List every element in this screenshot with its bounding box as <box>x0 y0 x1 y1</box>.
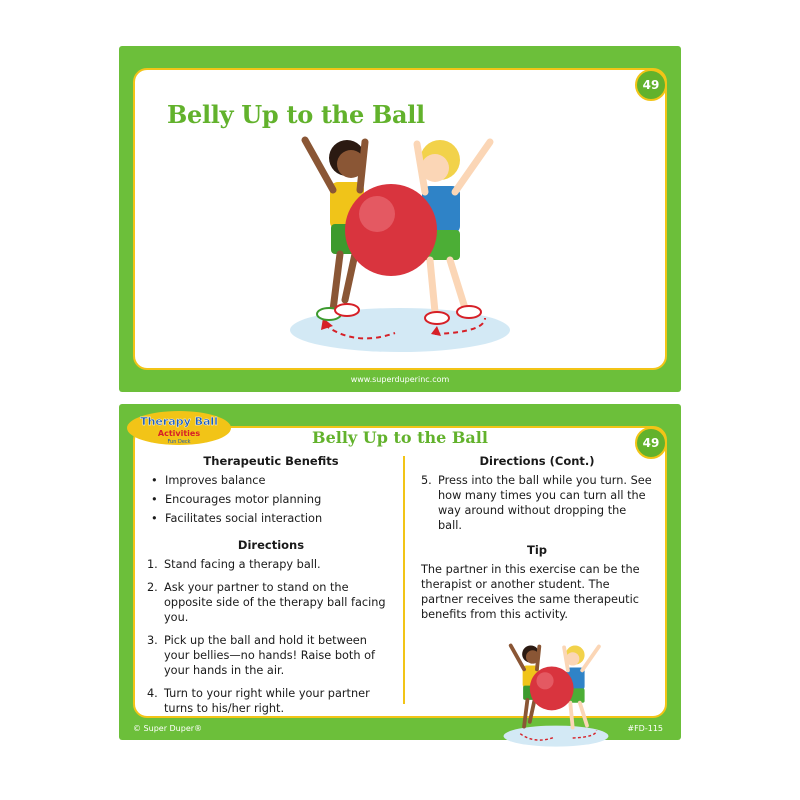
left-column <box>147 454 395 724</box>
directions-cont-list <box>421 473 653 533</box>
kids-with-ball-illustration <box>285 120 515 355</box>
card-front-panel <box>133 68 667 370</box>
list-item: 3. Pick up the ball and hold it between your bellies—no hands! Raise both of your hands in the air. <box>147 634 375 677</box>
svg-text:Therapy Ball: Therapy Ball <box>140 415 218 428</box>
column-divider <box>403 456 405 704</box>
card-number-badge: 49 <box>635 69 667 101</box>
list-item: • Facilitates social interaction <box>147 511 395 526</box>
copyright: © Super Duper® <box>133 724 203 733</box>
directions-heading: Directions <box>237 538 305 552</box>
list-item: 5. Press into the ball while you turn. See how many times you can turn all the way around without dropping the ball. <box>421 474 652 532</box>
list-item: • Improves balance <box>147 473 395 488</box>
directions-list <box>147 557 395 716</box>
card-title: Belly Up to the Ball <box>312 428 488 447</box>
list-item: 4. Turn to your right while your partner turns to his/her right. <box>147 687 370 715</box>
therapy-ball-logo <box>125 410 233 446</box>
product-code: #FD-115 <box>627 724 663 733</box>
right-column <box>421 454 653 622</box>
tip-heading: Tip <box>526 543 548 557</box>
svg-text:Fun Deck: Fun Deck <box>167 439 191 445</box>
card-number-badge: 49 <box>635 427 667 459</box>
card-title: Belly Up to the Ball <box>167 100 425 129</box>
list-item: • Encourages motor planning <box>147 492 395 507</box>
benefits-heading: Therapeutic Benefits <box>203 454 339 468</box>
activity-card-back <box>119 404 681 740</box>
benefits-list <box>147 473 395 526</box>
list-item: 1. Stand facing a therapy ball. <box>147 558 321 571</box>
activity-card-front <box>119 46 681 392</box>
svg-text:Activities: Activities <box>157 429 201 438</box>
list-item: 2. Ask your partner to stand on the opposite side of the therapy ball facing you. <box>147 581 386 624</box>
website-url: www.superduperinc.com <box>350 375 450 384</box>
card-back-panel <box>133 426 667 718</box>
tip-text: The partner in this exercise can be the therapist or another student. The partner receives the same therapeutic benefits from this activity. <box>421 563 640 621</box>
kids-with-ball-thumbnail <box>497 636 615 748</box>
directions-cont-heading: Directions (Cont.) <box>479 454 595 468</box>
